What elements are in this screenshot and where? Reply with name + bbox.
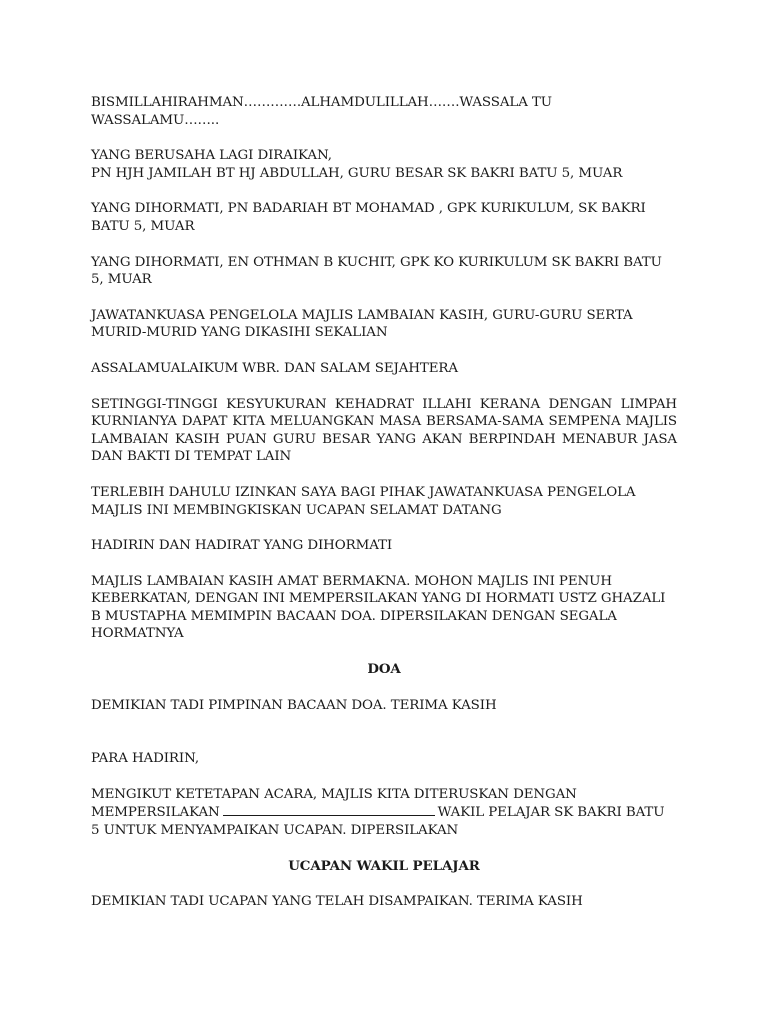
paragraph-acara-part-2: WAKIL PELAJAR SK BAKRI BATU 5 UNTUK MENYAMPAIKAN UCAPAN. DIPERSILAKAN — [91, 805, 665, 839]
heading-doa: DOA — [367, 661, 401, 678]
para-hadirin-line: PARA HADIRIN, — [91, 751, 200, 767]
greeting-guru-besar — [91, 147, 677, 182]
heading-ucapan-wakil-pelajar: UCAPAN WAKIL PELAJAR — [288, 857, 480, 874]
blank-fill-line — [223, 803, 435, 816]
greeting-jawatankuasa: JAWATANKUASA PENGELOLA MAJLIS LAMBAIAN KASIH, GURU-GURU SERTA MURID-MURID YANG DIKASIHI SEKALIAN — [91, 307, 633, 341]
greeting-guru-besar-line-2: PN HJH JAMILAH BT HJ ABDULLAH, GURU BESAR SK BAKRI BATU 5, MUAR — [91, 165, 623, 181]
after-doa-line: DEMIKIAN TADI PIMPINAN BACAAN DOA. TERIMA KASIH — [91, 697, 497, 713]
after-ucapan-line: DEMIKIAN TADI UCAPAN YANG TELAH DISAMPAIKAN. TERIMA KASIH — [91, 894, 583, 910]
paragraph-acara-part-1: MENGIKUT KETETAPAN ACARA, MAJLIS KITA DITERUSKAN DENGAN MEMPERSILAKAN — [91, 786, 577, 821]
hadirin-line: HADIRIN DAN HADIRAT YANG DIHORMATI — [91, 538, 393, 554]
greeting-gpk-kurikulum: YANG DIHORMATI, PN BADARIAH BT MOHAMAD , GPK KURIKULUM, SK BAKRI BATU 5, MUAR — [91, 201, 646, 234]
opening-line: BISMILLAHIRAHMAN………….ALHAMDULILLAH…….WASSALA TU WASSALAMU…….. — [91, 95, 552, 128]
paragraph-selamat-datang: TERLEBIH DAHULU IZINKAN SAYA BAGI PIHAK JAWATANKUASA PENGELOLA MAJLIS INI MEMBINGKISKAN UCAPAN SELAMAT DATANG — [91, 484, 636, 518]
document-page — [91, 94, 677, 911]
greeting-guru-besar-line-1: YANG BERUSAHA LAGI DIRAIKAN, — [91, 148, 332, 164]
paragraph-kesyukuran: SETINGGI-TINGGI KESYUKURAN KEHADRAT ILLAHI KERANA DENGAN LIMPAH KURNIANYA DAPAT KITA MELUANGKAN MASA BERSAMA-SAMA SEMPENA MAJLIS LAMBAIAN KASIH PUAN GURU BESAR YANG AKAN BERPINDAH MENABUR JASA DAN BAKTI DI TEMPAT LAIN — [91, 396, 677, 465]
paragraph-doa-invite: MAJLIS LAMBAIAN KASIH AMAT BERMAKNA. MOHON MAJLIS INI PENUH KEBERKATAN, DENGAN INI MEMPERSILAKAN YANG DI HORMATI USTZ GHAZALI B MUSTAPHA MEMIMPIN BACAAN DOA. DIPERSILAKAN DENGAN SEGALA HORMATNYA — [91, 573, 666, 642]
greeting-gpk-ko-kurikulum: YANG DIHORMATI, EN OTHMAN B KUCHIT, GPK KO KURIKULUM SK BAKRI BATU 5, MUAR — [91, 254, 662, 288]
salam-line: ASSALAMUALAIKUM WBR. DAN SALAM SEJAHTERA — [91, 360, 458, 376]
paragraph-acara — [91, 786, 677, 840]
